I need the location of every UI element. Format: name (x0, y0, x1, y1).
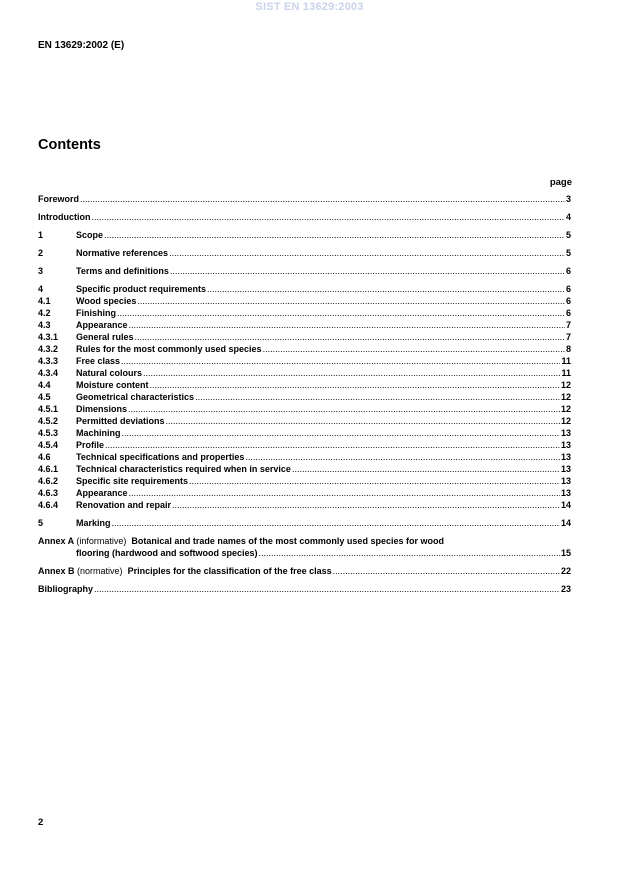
toc-entry-title: Rules for the most commonly used species (76, 344, 262, 354)
toc-entry[interactable] (38, 451, 571, 463)
page-title: Contents (38, 137, 101, 153)
standard-reference: EN 13629:2002 (E) (38, 40, 125, 51)
annex-b-label (38, 565, 128, 577)
toc-entry[interactable] (38, 499, 571, 511)
dot-leader (143, 367, 560, 379)
annex-b-kind: (normative) (77, 566, 123, 576)
toc-entry-title: Moisture content (76, 380, 149, 390)
toc-entry[interactable] (38, 211, 571, 223)
bibliography-page: 23 (560, 584, 571, 594)
dot-leader (94, 583, 560, 595)
dot-leader (263, 343, 565, 355)
toc-entry-page: 12 (560, 404, 571, 414)
toc-entry-page: 12 (560, 380, 571, 390)
toc-entry-number: 4.3.2 (38, 344, 59, 354)
toc-entry-page: 13 (560, 440, 571, 450)
toc-entry[interactable] (38, 439, 571, 451)
dot-leader (104, 229, 565, 241)
toc-entry-title: Free class (76, 356, 121, 366)
annex-b-page: 22 (560, 566, 571, 576)
toc-entry-title: Technical characteristics required when in service (76, 464, 291, 474)
toc-entry-number: 4 (38, 284, 44, 294)
toc-entry-number: 4.3.1 (38, 332, 59, 342)
toc-entry-number: 3 (38, 266, 44, 276)
toc-entry-title: Specific site requirements (76, 476, 189, 486)
toc-entry-number: 4.3 (38, 320, 51, 330)
annex-a-label (38, 535, 131, 547)
dot-leader (333, 565, 560, 577)
toc-entry-page: 6 (565, 296, 571, 306)
toc-entry-number: 4.4 (38, 380, 51, 390)
toc-entry[interactable] (38, 403, 571, 415)
toc-entries (38, 193, 571, 529)
toc-entry[interactable] (38, 331, 571, 343)
toc-entry-page: 14 (560, 518, 571, 528)
toc-entry[interactable] (38, 487, 571, 499)
dot-leader (129, 487, 560, 499)
dot-leader (129, 319, 565, 331)
toc-entry-number: 4.5.1 (38, 404, 59, 414)
annex-a-title-line2: flooring (hardwood and softwood species) (76, 548, 258, 558)
dot-leader (80, 193, 565, 205)
dot-leader (189, 475, 560, 487)
toc-entry-page: 7 (565, 320, 571, 330)
toc-entry-page: 4 (565, 212, 571, 222)
annex-a-kind: (informative) (76, 536, 127, 546)
dot-leader (259, 547, 560, 559)
bibliography-title: Bibliography (38, 584, 94, 594)
toc-annex-a[interactable] (38, 535, 571, 559)
toc-entry-number: 4.2 (38, 308, 51, 318)
annex-b-title: Principles for the classification of the free class (127, 566, 332, 576)
toc-entry-page: 12 (560, 392, 571, 402)
toc-entry-title: Scope (76, 230, 104, 240)
toc-entry-page: 5 (565, 248, 571, 258)
toc-entry-page: 12 (560, 416, 571, 426)
toc-entry[interactable] (38, 295, 571, 307)
toc-entry-page: 13 (560, 428, 571, 438)
toc-entry[interactable] (38, 367, 571, 379)
toc-entry-title: Foreword (38, 194, 80, 204)
toc-entry[interactable] (38, 319, 571, 331)
toc-entry-number: 4.5.4 (38, 440, 59, 450)
toc-entry[interactable] (38, 247, 571, 259)
dot-leader (292, 463, 560, 475)
dot-leader (166, 415, 560, 427)
table-of-contents (38, 193, 571, 595)
annex-a-page: 15 (560, 548, 571, 558)
toc-entry[interactable] (38, 517, 571, 529)
dot-leader (169, 247, 565, 259)
dot-leader (137, 295, 565, 307)
toc-entry-number: 4.6 (38, 452, 51, 462)
toc-entry-page: 6 (565, 266, 571, 276)
toc-entry-page: 5 (565, 230, 571, 240)
toc-entry-title: Geometrical characteristics (76, 392, 195, 402)
dot-leader (207, 283, 565, 295)
toc-entry-page: 13 (560, 452, 571, 462)
toc-entry-number: 4.6.1 (38, 464, 59, 474)
dot-leader (122, 427, 560, 439)
dot-leader (170, 265, 565, 277)
annex-a-title-line1: Botanical and trade names of the most commonly used species for wood (131, 536, 444, 546)
toc-entry[interactable] (38, 229, 571, 241)
toc-bibliography[interactable] (38, 583, 571, 595)
toc-entry-page: 11 (561, 356, 571, 366)
toc-entry-title: Specific product requirements (76, 284, 207, 294)
toc-entry[interactable] (38, 283, 571, 295)
toc-entry-title: Technical specifications and properties (76, 452, 245, 462)
annex-a-letter: Annex A (38, 536, 74, 546)
dot-leader (112, 517, 560, 529)
toc-entry-number: 4.6.2 (38, 476, 59, 486)
toc-entry-title: Natural colours (76, 368, 143, 378)
toc-entry-page: 6 (565, 308, 571, 318)
toc-entry[interactable] (38, 307, 571, 319)
annex-b-letter: Annex B (38, 566, 75, 576)
toc-entry-number: 4.6.3 (38, 488, 59, 498)
toc-entry-number: 4.5.3 (38, 428, 59, 438)
toc-entry-page: 7 (565, 332, 571, 342)
dot-leader (105, 439, 560, 451)
toc-entry-title: Dimensions (76, 404, 128, 414)
toc-entry-title: Marking (76, 518, 111, 528)
toc-entry-number: 4.5.2 (38, 416, 59, 426)
toc-entry-title: Appearance (76, 488, 128, 498)
toc-entry-page: 8 (565, 344, 571, 354)
toc-entry-number: 4.3.3 (38, 356, 59, 366)
dot-leader (128, 403, 560, 415)
toc-entry-title: Wood species (76, 296, 137, 306)
toc-entry-title: Machining (76, 428, 121, 438)
dot-leader (245, 451, 560, 463)
toc-entry-page: 6 (565, 284, 571, 294)
dot-leader (195, 391, 560, 403)
toc-entry[interactable] (38, 427, 571, 439)
toc-entry-title: Renovation and repair (76, 500, 172, 510)
toc-entry-title: Profile (76, 440, 105, 450)
toc-annex-b[interactable] (38, 565, 571, 577)
toc-entry-page: 11 (561, 368, 571, 378)
toc-entry-number: 4.3.4 (38, 368, 59, 378)
toc-entry-title: General rules (76, 332, 134, 342)
dot-leader (172, 499, 560, 511)
toc-entry-page: 13 (560, 488, 571, 498)
toc-entry[interactable] (38, 343, 571, 355)
toc-entry-page: 13 (560, 476, 571, 486)
toc-entry-page: 3 (565, 194, 571, 204)
toc-entry-title: Introduction (38, 212, 91, 222)
toc-entry[interactable] (38, 475, 571, 487)
toc-entry-page: 14 (560, 500, 571, 510)
toc-entry-title: Terms and definitions (76, 266, 169, 276)
toc-entry[interactable] (38, 415, 571, 427)
toc-entry[interactable] (38, 391, 571, 403)
toc-entry-page: 13 (560, 464, 571, 474)
toc-entry[interactable] (38, 463, 571, 475)
toc-entry-title: Finishing (76, 308, 116, 318)
toc-entry[interactable] (38, 355, 571, 367)
dot-leader (135, 331, 565, 343)
toc-entry[interactable] (38, 193, 571, 205)
toc-entry[interactable] (38, 379, 571, 391)
toc-entry-number: 4.6.4 (38, 500, 59, 510)
toc-entry-number: 1 (38, 230, 44, 240)
toc-entry-number: 4.5 (38, 392, 51, 402)
watermark: SIST EN 13629:2003 (255, 1, 364, 13)
dot-leader (92, 211, 565, 223)
toc-entry-number: 2 (38, 248, 44, 258)
toc-entry-number: 4.1 (38, 296, 51, 306)
dot-leader (150, 379, 560, 391)
toc-entry-number: 5 (38, 518, 44, 528)
dot-leader (121, 355, 560, 367)
toc-entry-title: Appearance (76, 320, 128, 330)
toc-entry-title: Normative references (76, 248, 169, 258)
dot-leader (117, 307, 565, 319)
page-number: 2 (38, 817, 44, 828)
toc-entry[interactable] (38, 265, 571, 277)
toc-entry-title: Permitted deviations (76, 416, 165, 426)
page-column-label: page (549, 177, 572, 188)
